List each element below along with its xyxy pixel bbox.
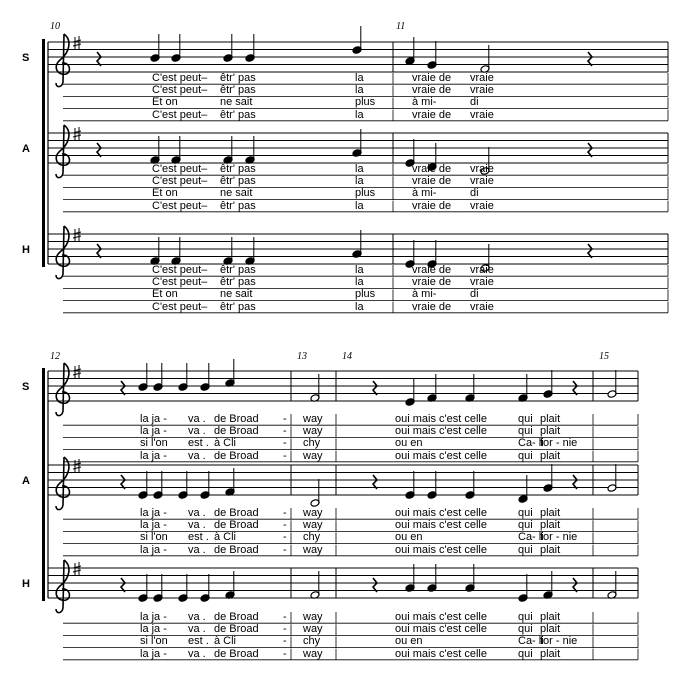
- lyric-syllable: vraie de: [412, 175, 452, 188]
- lyric-syllable: à Cli: [214, 635, 237, 648]
- lyric-syllable: chy: [303, 437, 321, 450]
- lyric-syllable: C'est peut–: [152, 84, 208, 97]
- sharp-icon: [73, 228, 81, 242]
- lyric-syllable: va .: [188, 519, 206, 532]
- rest-icon: [373, 475, 377, 489]
- lyric-syllable: êtr' pas: [220, 264, 256, 276]
- lyric-syllable: la: [355, 199, 364, 212]
- lyric-syllable: qui: [518, 611, 533, 623]
- rest-icon: [97, 143, 101, 157]
- lyric-syllable: va .: [188, 507, 206, 519]
- lyric-syllable: êtr' pas: [220, 199, 256, 212]
- lyric-syllable: de Broad: [214, 413, 259, 425]
- measure-number: 10: [50, 21, 60, 32]
- lyric-syllable: qui: [518, 507, 533, 519]
- lyric-syllable: vraie: [470, 264, 494, 276]
- lyric-syllable: oui mais c'est celle: [395, 647, 487, 660]
- lyric-syllable: di: [470, 96, 479, 109]
- lyric-syllable: qui: [518, 425, 533, 438]
- lyric-syllable: va .: [188, 449, 206, 462]
- lyric-syllable: est .: [188, 531, 209, 544]
- lyric-syllable: qui: [518, 449, 533, 462]
- lyric-syllable: vraie de: [412, 163, 452, 175]
- rest-icon: [121, 578, 125, 592]
- lyric-syllable: C'est peut–: [152, 163, 208, 175]
- lyric-syllable: plus: [355, 288, 376, 301]
- lyric-syllable: ou en: [395, 635, 423, 648]
- measure-number: 11: [396, 21, 406, 32]
- voice-label: H: [22, 578, 30, 591]
- lyric-syllable: C'est peut–: [152, 300, 208, 313]
- lyric-syllable: va .: [188, 425, 206, 438]
- lyric-syllable: êtr' pas: [220, 84, 256, 97]
- lyric-syllable: for - nie: [540, 437, 578, 450]
- lyric-syllable: qui: [518, 413, 533, 425]
- lyric-syllable: C'est peut–: [152, 199, 208, 212]
- lyric-syllable: va .: [188, 543, 206, 556]
- lyric-syllable: de Broad: [214, 647, 259, 660]
- lyric-syllable: ou en: [395, 531, 423, 544]
- lyric-syllable: va .: [188, 611, 206, 623]
- lyric-syllable: Et on: [152, 96, 178, 109]
- lyric-syllable: -: [283, 425, 287, 438]
- lyric-syllable: C'est peut–: [152, 264, 208, 276]
- rest-icon: [97, 52, 101, 66]
- lyric-syllable: de Broad: [214, 611, 259, 623]
- lyric-syllable: à mi-: [412, 288, 437, 301]
- lyric-syllable: plus: [355, 96, 376, 109]
- lyric-syllable: êtr' pas: [220, 163, 256, 175]
- lyric-syllable: ne sait: [220, 96, 253, 109]
- voice-label: A: [22, 475, 30, 488]
- lyric-syllable: oui mais c'est celle: [395, 413, 487, 425]
- lyric-syllable: la ja -: [140, 519, 167, 532]
- lyric-syllable: C'est peut–: [152, 108, 208, 121]
- lyric-syllable: C'est peut–: [152, 72, 208, 84]
- lyric-syllable: Ca- li: [518, 531, 544, 544]
- lyric-syllable: plait: [540, 425, 561, 438]
- lyric-syllable: ou en: [395, 437, 423, 450]
- lyric-syllable: oui mais c'est celle: [395, 425, 487, 438]
- voice-label: H: [22, 244, 30, 257]
- lyric-syllable: la: [355, 72, 364, 84]
- lyric-syllable: qui: [518, 647, 533, 660]
- lyric-syllable: de Broad: [214, 449, 259, 462]
- lyric-syllable: qui: [518, 543, 533, 556]
- lyric-syllable: vraie de: [412, 72, 452, 84]
- rest-icon: [573, 475, 577, 489]
- lyric-syllable: vraie: [470, 276, 494, 289]
- lyric-syllable: plait: [540, 413, 561, 425]
- measure-number: 14: [342, 351, 352, 362]
- lyric-syllable: la ja -: [140, 647, 167, 660]
- lyric-syllable: way: [303, 413, 323, 425]
- lyric-syllable: est .: [188, 635, 209, 648]
- lyric-syllable: plait: [540, 611, 561, 623]
- lyric-syllable: oui mais c'est celle: [395, 519, 487, 532]
- lyric-syllable: way: [303, 623, 323, 636]
- rest-icon: [588, 143, 592, 157]
- measure-number: 15: [599, 351, 609, 362]
- system-bracket: [42, 368, 45, 601]
- lyric-syllable: way: [303, 507, 323, 519]
- lyric-syllable: la ja -: [140, 449, 167, 462]
- sharp-icon: [73, 562, 81, 576]
- lyric-syllable: vraie: [470, 72, 494, 84]
- lyric-syllable: de Broad: [214, 519, 259, 532]
- lyric-syllable: vraie: [470, 199, 494, 212]
- rest-icon: [588, 52, 592, 66]
- lyric-syllable: -: [283, 519, 287, 532]
- lyric-syllable: plait: [540, 519, 561, 532]
- lyric-syllable: for - nie: [540, 531, 578, 544]
- lyric-syllable: à mi-: [412, 96, 437, 109]
- voice-label: S: [22, 52, 30, 65]
- lyric-syllable: vraie de: [412, 199, 452, 212]
- rest-icon: [121, 475, 125, 489]
- lyric-syllable: à mi-: [412, 187, 437, 200]
- lyric-syllable: oui mais c'est celle: [395, 543, 487, 556]
- lyric-syllable: plait: [540, 543, 561, 556]
- lyric-syllable: way: [303, 611, 323, 623]
- lyric-syllable: la: [355, 108, 364, 121]
- lyric-syllable: êtr' pas: [220, 276, 256, 289]
- system-bracket: [42, 39, 45, 267]
- lyric-syllable: vraie: [470, 84, 494, 97]
- lyric-syllable: si l'on: [140, 531, 168, 544]
- lyric-syllable: ne sait: [220, 187, 253, 200]
- lyric-syllable: êtr' pas: [220, 72, 256, 84]
- lyric-syllable: chy: [303, 635, 321, 648]
- lyric-syllable: qui: [518, 623, 533, 636]
- lyric-syllable: êtr' pas: [220, 108, 256, 121]
- rest-icon: [573, 381, 577, 395]
- lyric-syllable: va .: [188, 647, 206, 660]
- lyric-syllable: la: [355, 264, 364, 276]
- lyric-syllable: de Broad: [214, 543, 259, 556]
- lyric-syllable: vraie de: [412, 276, 452, 289]
- lyric-syllable: la ja -: [140, 425, 167, 438]
- lyric-syllable: way: [303, 647, 323, 660]
- lyric-syllable: vraie: [470, 300, 494, 313]
- measure-number: 13: [297, 351, 307, 362]
- lyric-syllable: -: [283, 437, 287, 450]
- lyric-syllable: êtr' pas: [220, 300, 256, 313]
- lyric-syllable: va .: [188, 413, 206, 425]
- lyric-syllable: plait: [540, 449, 561, 462]
- lyric-syllable: way: [303, 543, 323, 556]
- lyric-syllable: oui mais c'est celle: [395, 449, 487, 462]
- lyric-syllable: la ja -: [140, 611, 167, 623]
- lyric-syllable: vraie: [470, 175, 494, 188]
- lyric-syllable: à Cli: [214, 437, 237, 450]
- lyric-syllable: plait: [540, 647, 561, 660]
- lyric-syllable: la: [355, 300, 364, 313]
- lyric-syllable: Ca- li: [518, 437, 544, 450]
- voice-label: A: [22, 143, 30, 156]
- rest-icon: [573, 578, 577, 592]
- rest-icon: [588, 244, 592, 258]
- lyric-syllable: -: [283, 611, 287, 623]
- lyric-syllable: vraie: [470, 108, 494, 121]
- sharp-icon: [73, 365, 81, 379]
- lyric-syllable: oui mais c'est celle: [395, 611, 487, 623]
- lyric-syllable: si l'on: [140, 635, 168, 648]
- lyric-syllable: vraie: [470, 163, 494, 175]
- lyric-syllable: for - nie: [540, 635, 578, 648]
- lyric-syllable: la: [355, 84, 364, 97]
- lyric-syllable: way: [303, 425, 323, 438]
- lyric-syllable: Ca- li: [518, 635, 544, 648]
- lyric-syllable: vraie de: [412, 84, 452, 97]
- lyric-syllable: -: [283, 531, 287, 544]
- lyric-syllable: -: [283, 635, 287, 648]
- lyric-syllable: êtr' pas: [220, 175, 256, 188]
- lyric-syllable: -: [283, 413, 287, 425]
- lyric-syllable: plus: [355, 187, 376, 200]
- lyric-syllable: di: [470, 187, 479, 200]
- lyric-syllable: si l'on: [140, 437, 168, 450]
- voice-label: S: [22, 381, 30, 394]
- lyric-syllable: la: [355, 163, 364, 175]
- lyric-syllable: oui mais c'est celle: [395, 623, 487, 636]
- lyric-syllable: -: [283, 543, 287, 556]
- lyric-syllable: way: [303, 449, 323, 462]
- lyric-syllable: va .: [188, 623, 206, 636]
- lyric-syllable: ne sait: [220, 288, 253, 301]
- lyric-syllable: la ja -: [140, 623, 167, 636]
- lyric-syllable: -: [283, 647, 287, 660]
- rest-icon: [97, 244, 101, 258]
- lyric-syllable: qui: [518, 519, 533, 532]
- lyric-syllable: plait: [540, 507, 561, 519]
- measure-number: 12: [50, 351, 60, 362]
- rest-icon: [373, 578, 377, 592]
- lyric-syllable: vraie de: [412, 108, 452, 121]
- sharp-icon: [73, 127, 81, 141]
- lyric-syllable: C'est peut–: [152, 175, 208, 188]
- lyric-syllable: chy: [303, 531, 321, 544]
- lyric-syllable: la ja -: [140, 413, 167, 425]
- sharp-icon: [73, 459, 81, 473]
- lyric-syllable: la ja -: [140, 507, 167, 519]
- lyric-syllable: est .: [188, 437, 209, 450]
- rest-icon: [121, 381, 125, 395]
- sharp-icon: [73, 36, 81, 50]
- lyric-syllable: la ja -: [140, 543, 167, 556]
- lyric-syllable: Et on: [152, 288, 178, 301]
- lyric-syllable: Et on: [152, 187, 178, 200]
- lyric-syllable: la: [355, 276, 364, 289]
- lyric-syllable: way: [303, 519, 323, 532]
- lyric-syllable: de Broad: [214, 507, 259, 519]
- lyric-syllable: vraie de: [412, 264, 452, 276]
- lyric-syllable: de Broad: [214, 623, 259, 636]
- rest-icon: [373, 381, 377, 395]
- lyric-syllable: de Broad: [214, 425, 259, 438]
- lyric-syllable: oui mais c'est celle: [395, 507, 487, 519]
- lyric-syllable: vraie de: [412, 300, 452, 313]
- lyric-syllable: di: [470, 288, 479, 301]
- lyric-syllable: à Cli: [214, 531, 237, 544]
- lyric-syllable: -: [283, 449, 287, 462]
- lyric-syllable: -: [283, 623, 287, 636]
- lyric-syllable: la: [355, 175, 364, 188]
- lyric-syllable: plait: [540, 623, 561, 636]
- lyric-syllable: C'est peut–: [152, 276, 208, 289]
- lyric-syllable: -: [283, 507, 287, 519]
